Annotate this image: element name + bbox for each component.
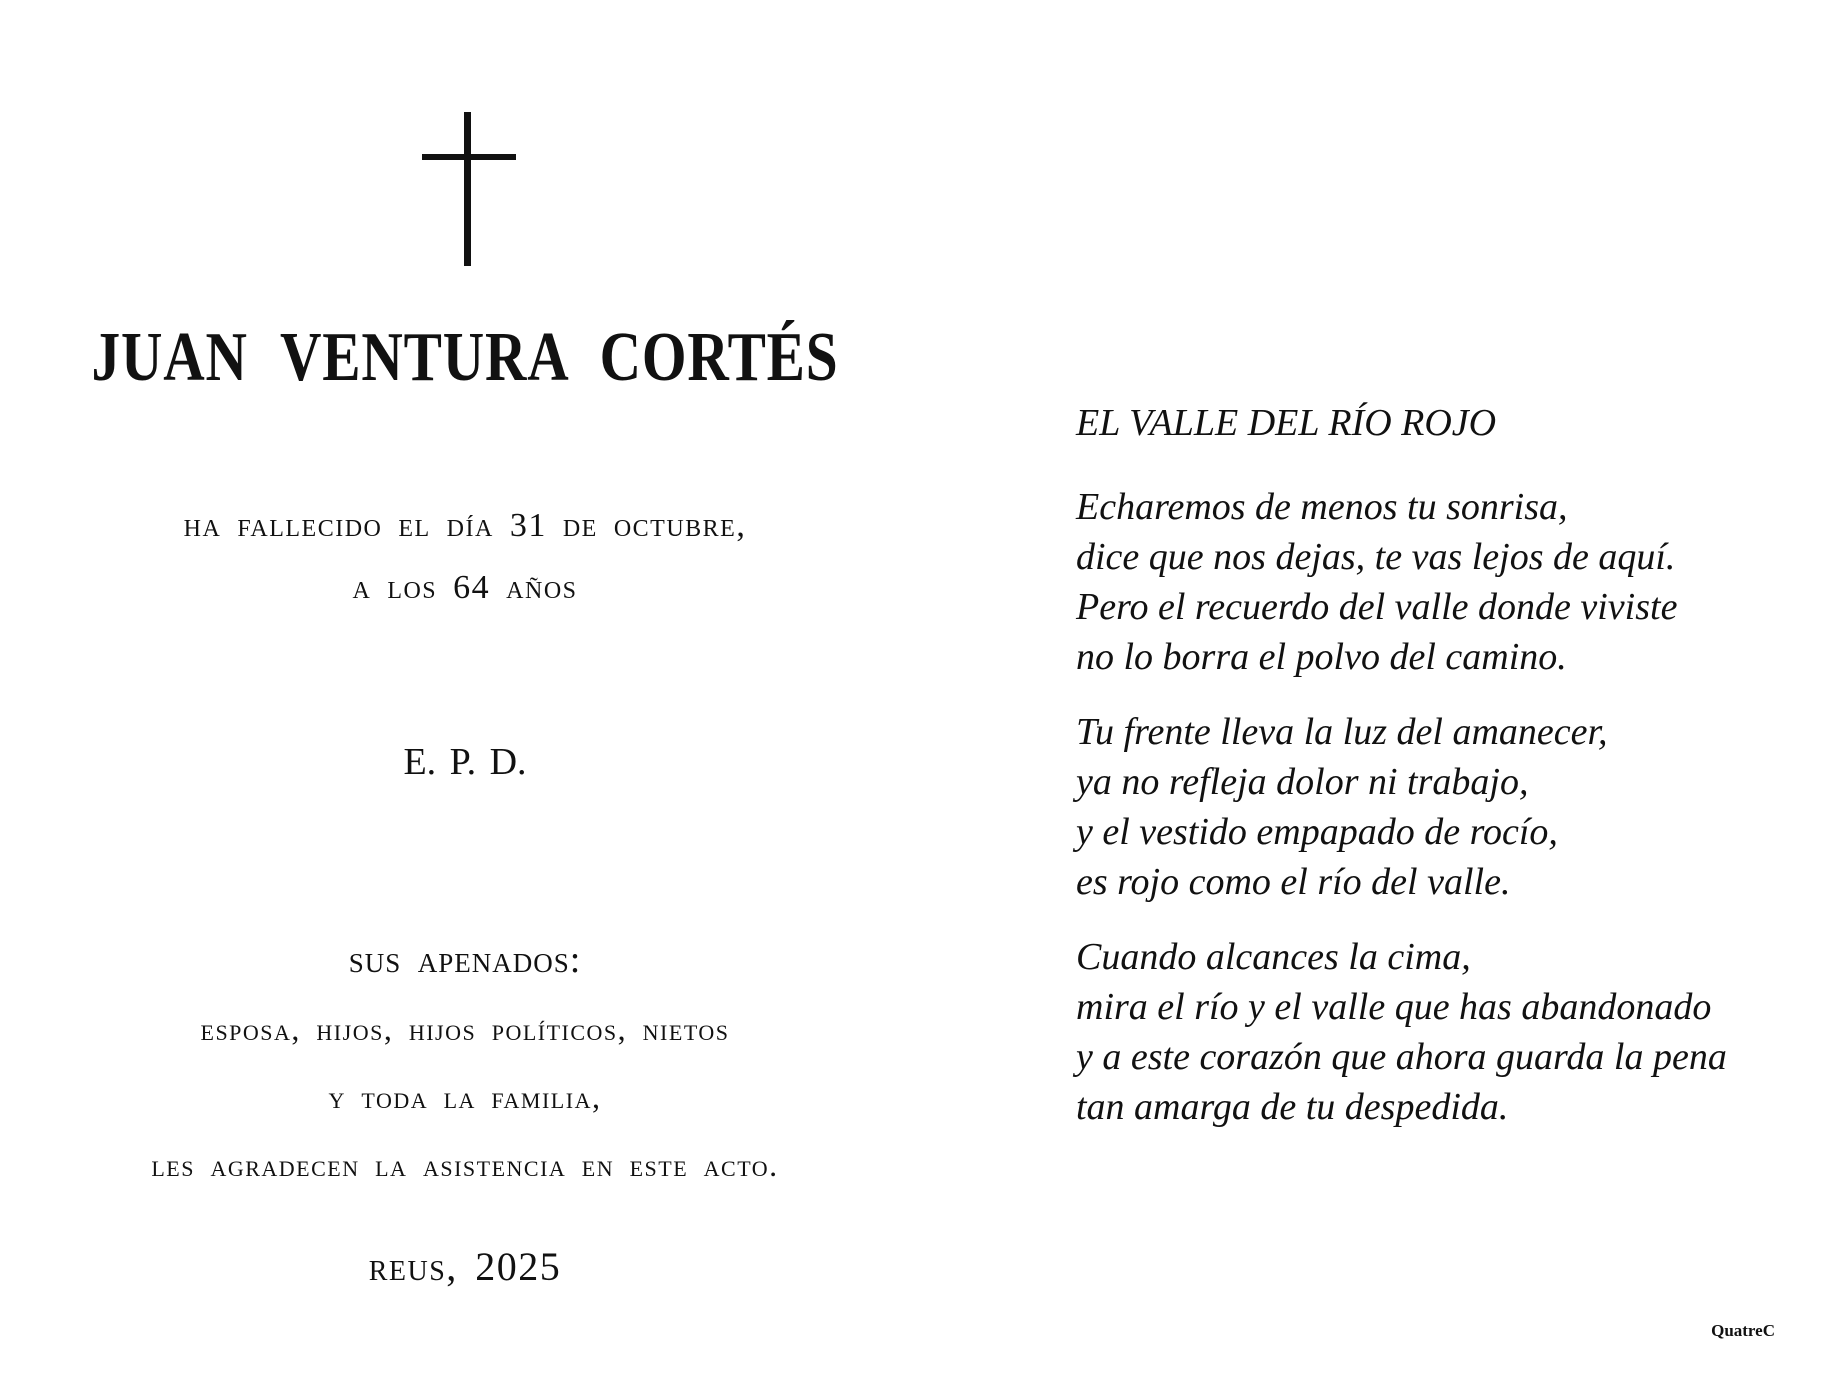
printer-credit: QuatreC (1711, 1321, 1775, 1340)
poem-verse: tan amarga de tu despedida. (1076, 1086, 1509, 1128)
poem-verse: y a este corazón que ahora guarda la pena (1076, 1036, 1727, 1078)
place-date: reus, 2025 (368, 1244, 562, 1289)
poem-verse: mira el río y el valle que has abandonado (1076, 986, 1712, 1028)
epd-abbreviation: E. P. D. (403, 741, 527, 783)
poem-verse: ya no refleja dolor ni trabajo, (1076, 761, 1529, 803)
poem-panel (1076, 0, 1776, 1394)
death-notice-line-1: ha fallecido el día 31 de octubre, (183, 507, 747, 544)
mourners-line-1: esposa, hijos, hijos políticos, nietos (200, 1011, 730, 1047)
mourners-title: sus apenados: (348, 939, 582, 981)
poem-stanza (1076, 707, 1608, 907)
poem-stanza (1076, 932, 1727, 1132)
poem-verse: Tu frente lleva la luz del amanecer, (1076, 711, 1608, 753)
poem-verse: Echaremos de menos tu sonrisa, (1076, 486, 1568, 528)
poem-verse: no lo borra el polvo del camino. (1076, 636, 1567, 678)
cross-vertical-bar (464, 112, 471, 266)
poem-verse: dice que nos dejas, te vas lejos de aquí. (1076, 536, 1676, 578)
poem-title: EL VALLE DEL RÍO ROJO (1076, 402, 1497, 444)
latin-cross-icon (422, 112, 516, 266)
poem-verse: y el vestido empapado de rocío, (1076, 811, 1558, 853)
poem-stanza (1076, 482, 1677, 682)
cross-horizontal-bar (422, 154, 516, 160)
death-notice-line-2: a los 64 años (352, 569, 578, 606)
poem-verse: Cuando alcances la cima, (1076, 936, 1471, 978)
deceased-name: JUAN VENTURA CORTÉS (91, 319, 839, 396)
mourners-line-2: y toda la familia, (328, 1079, 602, 1115)
poem-verse: es rojo como el río del valle. (1076, 861, 1511, 903)
poem-verse: Pero el recuerdo del valle donde viviste (1076, 586, 1678, 628)
mourners-line-3: les agradecen la asistencia en este acto. (151, 1147, 779, 1183)
